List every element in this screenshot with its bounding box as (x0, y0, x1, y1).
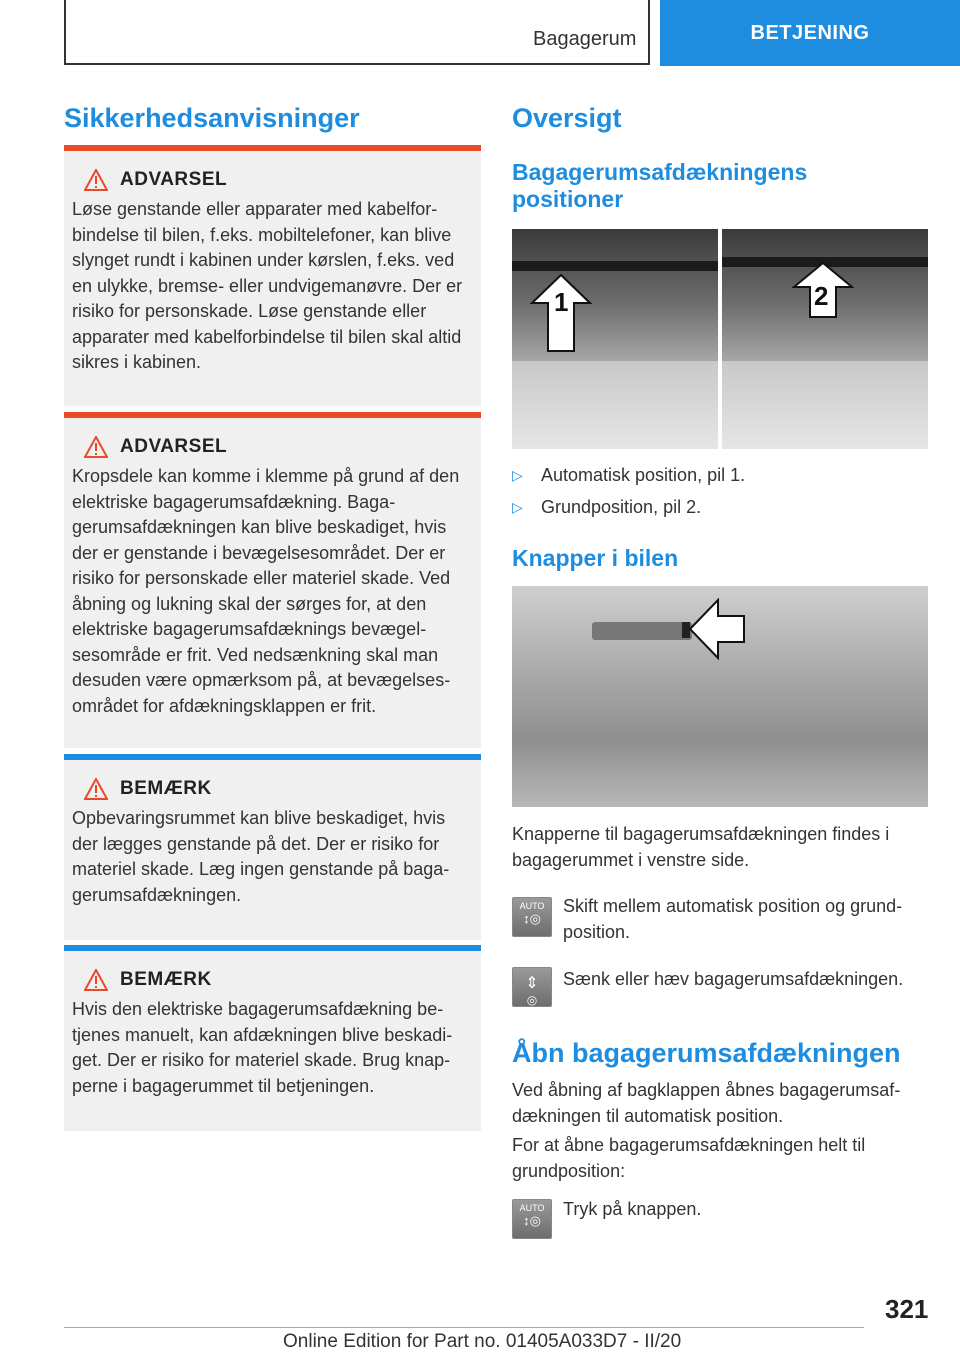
paragraph-buttons: Knapperne til bagagerumsafdækningen findes i bagagerummet i venstre side. (512, 824, 890, 870)
list-item: ▷ Grundposition, pil 2. (512, 497, 702, 517)
triangle-bullet-icon: ▷ (512, 467, 523, 483)
raise-lower-button-icon: ⇕ ◎ (512, 967, 552, 1007)
notice-title: BEMÆRK (120, 969, 212, 990)
page-number: 321 (885, 1294, 929, 1324)
paragraph-open-1: Ved åbning af bagklappen åbnes bagagerumsafdækningen til automatisk position. (512, 1080, 901, 1126)
arrow-label-2: 2 (814, 281, 829, 311)
auto-button-description: Skift mellem automatisk position og grundposition. (563, 896, 903, 942)
warning-title: ADVARSEL (120, 169, 228, 190)
warning-icon (84, 436, 108, 458)
list-item: ▷ Automatisk position, pil 1. (512, 465, 746, 485)
notice-icon (84, 969, 108, 991)
footer-edition: Online Edition for Part no. 01405A033D7 - II/20 (283, 1331, 682, 1352)
subheading-buttons: Knapper i bilen (512, 545, 679, 571)
trunk-image-position-1 (512, 229, 718, 449)
section-title-open: Åbn bagagerumsafdækningen (512, 1038, 901, 1068)
footer-rule (64, 1327, 864, 1328)
warning-text: Løse genstande eller apparater med kabelforbindelse til bilen, f.eks. mobiltelefoner, kan blive slynget rundt i kabinen under kørslen, f.eks. ved en ulykke, bremse- eller undvigemanøvre. Der er risiko for personskade. Løse genstande eller apparater med kabelforbindelse til bilen skal altid sikres i kabinen. (72, 199, 463, 372)
trunk-buttons-image (512, 586, 928, 807)
header-rule (64, 63, 650, 65)
header-divider-left (64, 0, 66, 64)
subheading-positions: Bagagerumsafdækningens positioner (512, 159, 808, 212)
auto-button-icon: AUTO ↕◎ (512, 1199, 552, 1239)
notice-box-2 (64, 945, 481, 1131)
trunk-image-position-2 (722, 229, 928, 449)
notice-text: Opbevaringsrummet kan blive beskadiget, hvis der lægges genstande på det. Der er risiko for materiel skade. Læg ingen genstande på bagagerumsafdækningen. (72, 808, 450, 905)
header-chapter-tab[interactable]: BETJENING (660, 0, 960, 66)
header-section: Bagagerum (533, 28, 637, 50)
auto-button-icon: AUTO ↕◎ (512, 897, 552, 937)
warning-title: ADVARSEL (120, 436, 228, 457)
notice-box-1 (64, 754, 481, 940)
arrow-label-1: 1 (554, 287, 569, 317)
raise-lower-description: Sænk eller hæv bagagerumsafdækningen. (563, 969, 904, 989)
notice-icon (84, 778, 108, 800)
paragraph-open-2: For at åbne bagagerumsafdækningen helt til grundposition: (512, 1135, 866, 1181)
warning-box-1 (64, 145, 481, 406)
warning-box-2 (64, 412, 481, 748)
page-title-left: Sikkerhedsanvisninger (64, 103, 360, 133)
notice-text: Hvis den elektriske bagagerumsafdækning betjenes manuelt, kan afdækningen blive beskadiget. Der er risiko for materiel skade. Brug knapperne i bagagerummet til betjeningen. (72, 999, 453, 1096)
header-divider-right (648, 0, 650, 64)
press-button-instruction: Tryk på knappen. (563, 1199, 702, 1219)
warning-text: Kropsdele kan komme i klemme på grund af den elektriske bagagerumsafdækning. Bagagerumsafdækningen kan blive beskadiget, hvis der er genstande i bevægelsesområdet. Der er risiko for personskade eller materiel skade. Ved åbning og lukning skal der sørges for, at den elektriske bagagerumsafdæknings bevægelsesområde er frit. Ved nedsænkning skal man desuden være opmærksom på, at bevægelsesområdet for afdækningsklappen er frit. (72, 466, 460, 716)
page-title-right: Oversigt (512, 103, 622, 133)
notice-title: BEMÆRK (120, 778, 212, 799)
triangle-bullet-icon: ▷ (512, 499, 523, 515)
warning-icon (84, 169, 108, 191)
